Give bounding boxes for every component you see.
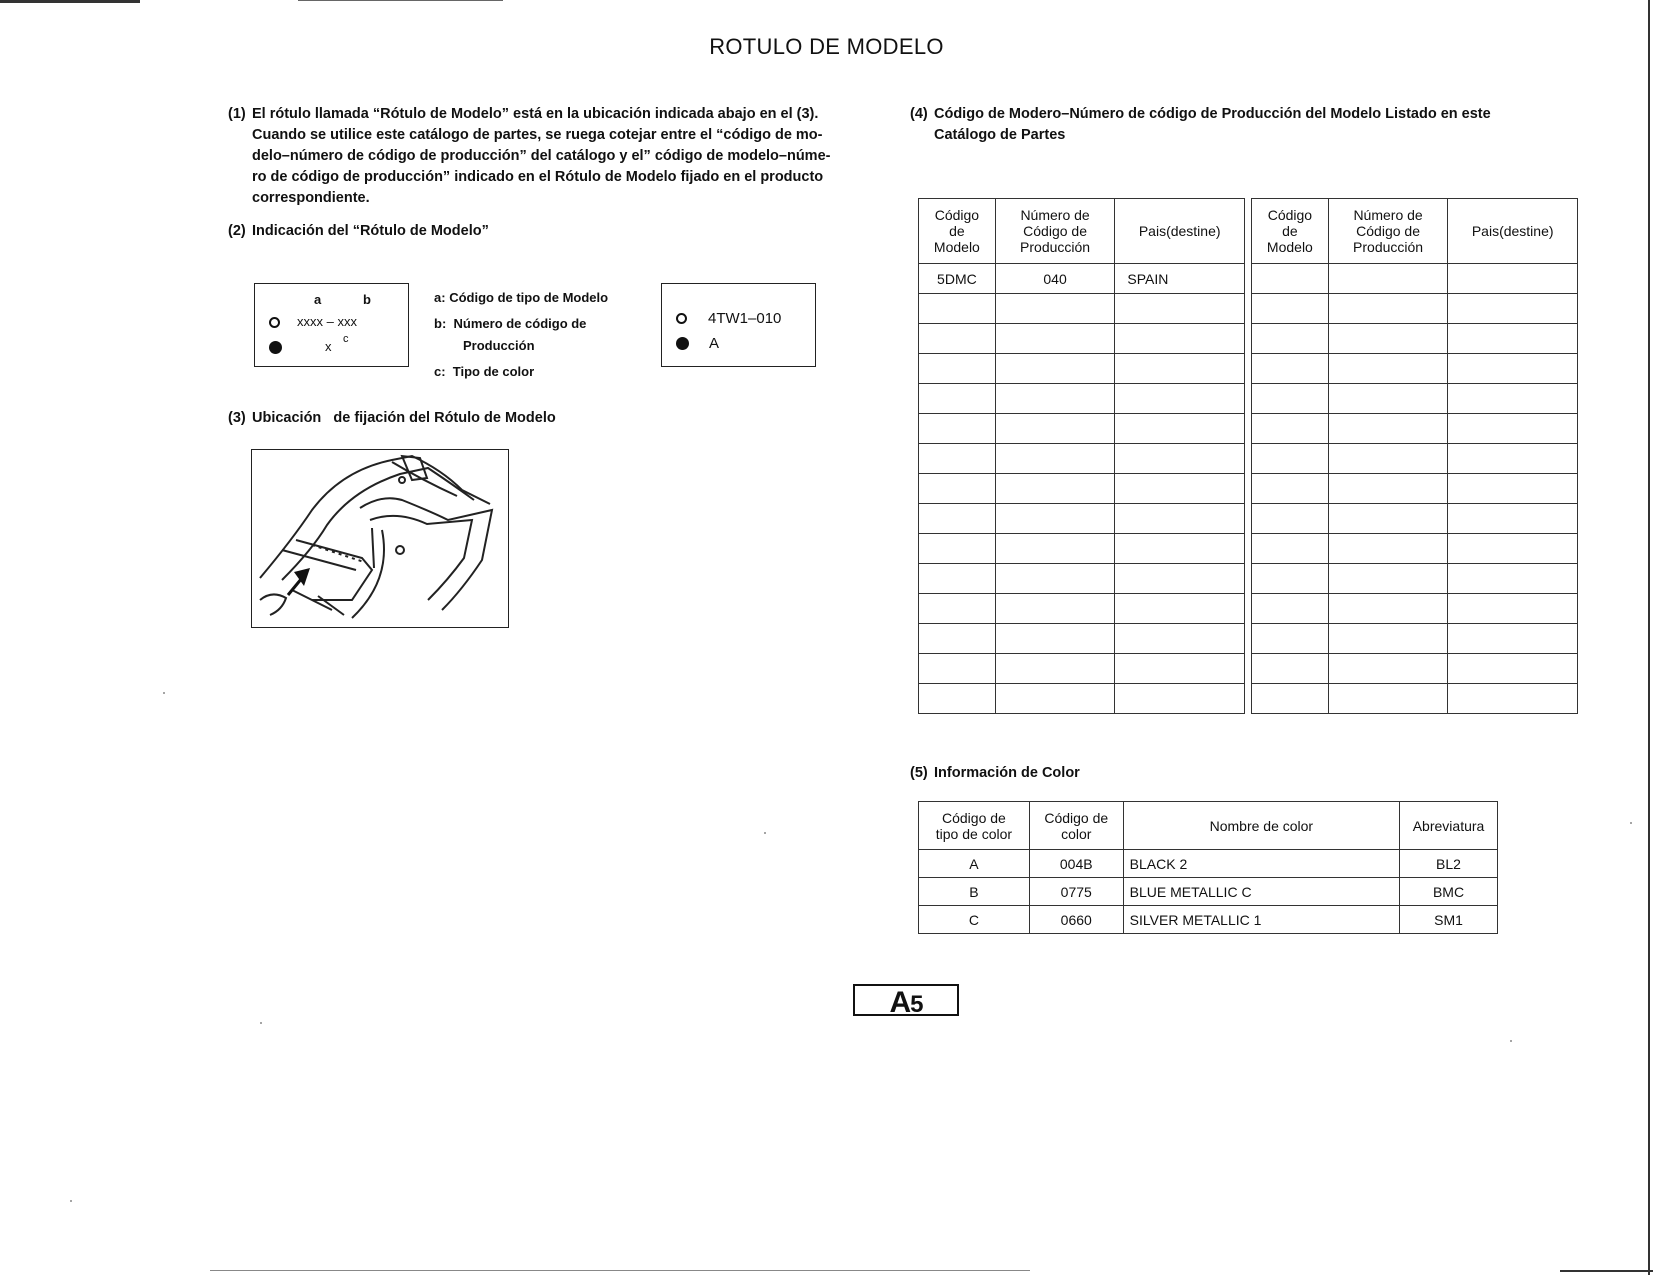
cell-production-code: 040: [995, 264, 1115, 294]
model-code-table-left: [918, 198, 1245, 714]
filled-circle-icon: [269, 341, 282, 354]
section-4-line: Catálogo de Partes: [934, 127, 1066, 143]
section-2-number: (2): [228, 223, 246, 239]
section-1-number: (1): [228, 106, 246, 122]
legend-key: b:: [434, 316, 447, 331]
table-row: [1252, 324, 1578, 354]
table-row: [919, 878, 1498, 906]
table-row: [919, 264, 1245, 294]
table-row: [1252, 504, 1578, 534]
cell-abbreviation: BMC: [1400, 878, 1498, 906]
legend-text: Código de tipo de Modelo: [449, 290, 609, 305]
cell-abbreviation: SM1: [1400, 906, 1498, 934]
table-header-row: [1252, 199, 1578, 264]
open-circle-icon: [676, 313, 687, 324]
table-row: [1252, 684, 1578, 714]
section-2-heading: [228, 221, 828, 242]
example-row-1: 4TW1–010: [708, 310, 782, 327]
cell-color-name: BLUE METALLIC C: [1123, 878, 1399, 906]
table-row: [919, 504, 1245, 534]
table-row: [1252, 444, 1578, 474]
section-1-line: Cuando se utilice este catálogo de partes, se ruega cotejar entre el “código de mo-: [252, 127, 823, 143]
page-number-badge: [853, 984, 959, 1019]
col-country: Pais(destine): [1448, 199, 1578, 264]
page-title: ROTULO DE MODELO: [709, 34, 944, 59]
table-row: [919, 384, 1245, 414]
col-abbreviation: Abreviatura: [1400, 802, 1498, 850]
motorcycle-frame-drawing: [252, 450, 508, 627]
speck: [163, 692, 165, 694]
header-text: Producción: [1020, 239, 1091, 255]
header-text: Código: [1267, 207, 1313, 223]
table-row: [919, 324, 1245, 354]
section-1: [228, 104, 848, 209]
speck: [764, 832, 766, 834]
label-key-b: b: [363, 292, 371, 307]
cell-color-code: 0660: [1029, 906, 1123, 934]
table-row: [919, 474, 1245, 504]
section-1-line: ro de código de producción” indicado en el Rótulo de Modelo fijado en el producto: [252, 169, 824, 185]
table-row: [919, 444, 1245, 474]
header-text: tipo de color: [935, 825, 1013, 842]
col-production-code: [995, 199, 1115, 264]
table-row: [1252, 264, 1578, 294]
header-text: color: [1061, 825, 1092, 842]
cell-country: SPAIN: [1115, 264, 1245, 294]
section-4-line: Código de Modero–Número de código de Producción del Modelo Listado en este: [934, 106, 1491, 122]
header-text: Código de: [1356, 223, 1420, 239]
table-row: [1252, 354, 1578, 384]
section-2-text: Indicación del “Rótulo de Modelo”: [252, 223, 489, 239]
col-country: Pais(destine): [1115, 199, 1245, 264]
section-1-line: El rótulo llamada “Rótulo de Modelo” está en la ubicación indicada abajo en el (3).: [252, 106, 819, 122]
table-header-row: [919, 802, 1498, 850]
section-5-heading: [910, 763, 1410, 784]
section-3-heading: [228, 408, 828, 429]
table-row: [919, 594, 1245, 624]
header-text: Número de: [1020, 207, 1090, 223]
header-text: Modelo: [1266, 239, 1313, 255]
speck: [260, 1022, 262, 1024]
section-1-line: delo–número de código de producción” del catálogo y el” código de modelo–núme-: [252, 148, 831, 164]
header-text: Producción: [1353, 239, 1424, 255]
table-row: [919, 654, 1245, 684]
cell-color-code: 0775: [1029, 878, 1123, 906]
table-row: [919, 906, 1498, 934]
cell-color-code: 004B: [1029, 850, 1123, 878]
scan-edge-top-left: [0, 0, 140, 3]
model-code-table-right: [1251, 198, 1578, 714]
header-text: de: [1282, 223, 1298, 239]
table-row: [919, 624, 1245, 654]
cell-color-name: SILVER METALLIC 1: [1123, 906, 1399, 934]
filled-circle-icon: [676, 337, 689, 350]
badge-number: 5: [910, 991, 923, 1018]
table-row: [1252, 414, 1578, 444]
col-production-code: [1328, 199, 1448, 264]
section-5-number: (5): [910, 765, 928, 781]
header-text: Código de: [1044, 809, 1109, 826]
section-5-text: Información de Color: [934, 765, 1080, 781]
header-text: Código de: [1023, 223, 1087, 239]
cell-color-type: B: [919, 878, 1030, 906]
legend-text: Tipo de color: [452, 364, 535, 379]
speck: [1630, 822, 1632, 824]
table-row: [919, 684, 1245, 714]
scan-edge-top: [298, 0, 503, 1]
table-row: [1252, 564, 1578, 594]
legend-key: a:: [434, 290, 446, 305]
label-row-1: xxxx – xxx: [297, 314, 357, 329]
speck: [1510, 1040, 1512, 1042]
model-label-example: [661, 283, 816, 367]
legend-item: [463, 336, 535, 355]
label-row-2-sup: c: [343, 333, 349, 345]
col-color-name: Nombre de color: [1123, 802, 1399, 850]
frame-location-illustration: [251, 449, 509, 628]
table-row: [1252, 474, 1578, 504]
scan-edge-right: [1648, 0, 1650, 1275]
col-model-code: [1252, 199, 1329, 264]
legend-item: [434, 362, 634, 381]
col-color-code: [1029, 802, 1123, 850]
label-key-a: a: [314, 292, 322, 307]
scan-edge-bottom: [1560, 1270, 1653, 1272]
header-text: Código: [934, 207, 980, 223]
table-row: [1252, 624, 1578, 654]
color-info-table: [918, 801, 1498, 934]
legend-item: [434, 288, 608, 307]
section-4-number: (4): [910, 106, 928, 122]
table-row: [1252, 384, 1578, 414]
cell-model-code: 5DMC: [919, 264, 996, 294]
table-row: [919, 850, 1498, 878]
table-row: [919, 564, 1245, 594]
section-4-heading: [910, 104, 1630, 146]
legend-text: Producción: [463, 338, 535, 353]
scan-edge-bottom-rule: [210, 1270, 1030, 1271]
cell-color-type: C: [919, 906, 1030, 934]
section-3-text: Ubicación de fijación del Rótulo de Modelo: [252, 410, 556, 426]
open-circle-icon: [269, 317, 280, 328]
table-row: [919, 294, 1245, 324]
header-text: de: [949, 223, 965, 239]
header-text: Modelo: [933, 239, 980, 255]
col-color-type-code: [919, 802, 1030, 850]
table-header-row: [919, 199, 1245, 264]
legend-text: Número de código de: [453, 316, 587, 331]
label-row-2: x: [325, 339, 332, 354]
table-row: [1252, 294, 1578, 324]
table-row: [1252, 654, 1578, 684]
table-row: [919, 414, 1245, 444]
badge-letter: A: [889, 986, 911, 1019]
example-row-2: A: [709, 335, 720, 352]
speck: [70, 1200, 72, 1202]
table-row: [919, 534, 1245, 564]
col-model-code: [919, 199, 996, 264]
table-row: [919, 354, 1245, 384]
model-label-template: [254, 283, 409, 367]
cell-color-type: A: [919, 850, 1030, 878]
legend-item: [434, 314, 634, 333]
legend-key: c:: [434, 364, 446, 379]
header-text: Número de: [1353, 207, 1423, 223]
table-row: [1252, 534, 1578, 564]
cell-color-name: BLACK 2: [1123, 850, 1399, 878]
table-row: [1252, 594, 1578, 624]
section-3-number: (3): [228, 410, 246, 426]
cell-abbreviation: BL2: [1400, 850, 1498, 878]
header-text: Código de: [941, 809, 1006, 826]
section-1-line: correspondiente.: [252, 190, 370, 206]
